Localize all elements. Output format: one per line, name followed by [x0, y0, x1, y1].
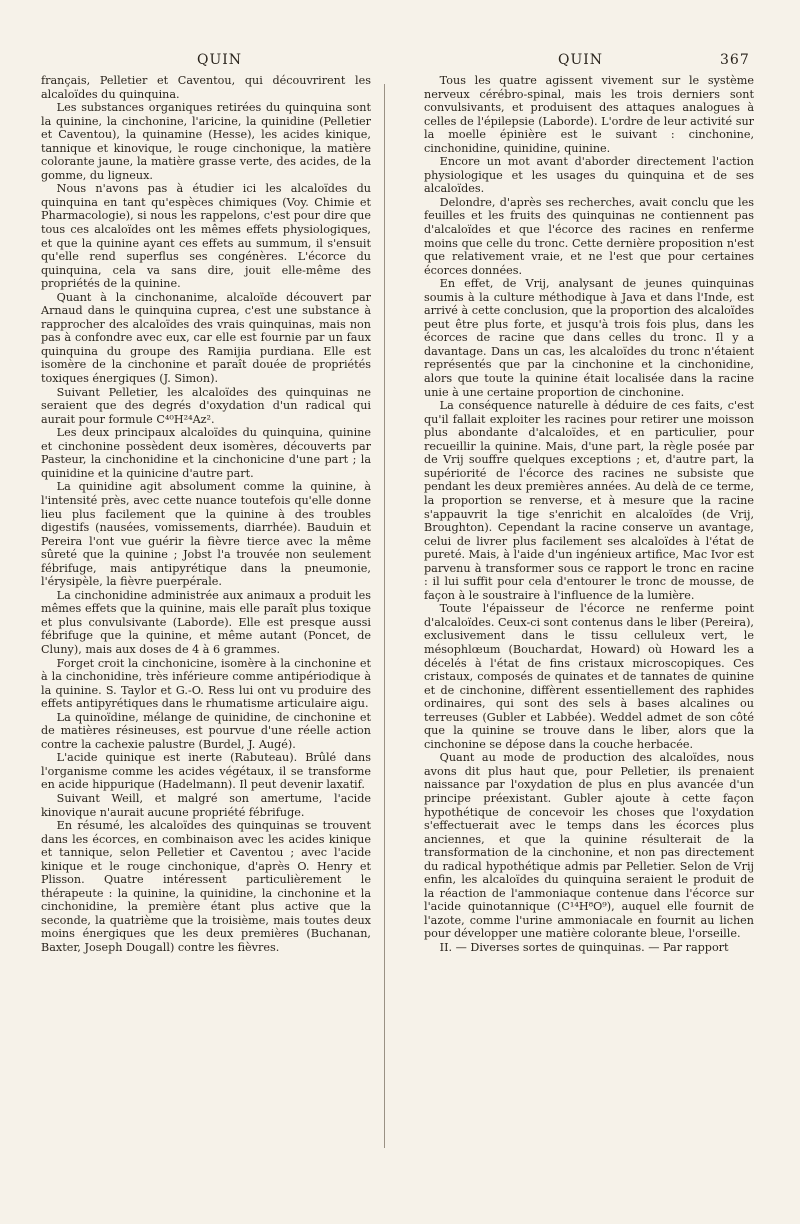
- paragraph: L'acide quinique est inerte (Rabuteau). Brûlé dans l'organisme comme les acides végétaux, il se transforme en acide hippurique (Hadelmann). Il peut devenir laxatif.: [41, 751, 371, 792]
- paragraph: français, Pelletier et Caventou, qui découvrirent les alcaloïdes du quinquina.: [41, 74, 371, 101]
- paragraph: Les substances organiques retirées du quinquina sont la quinine, la cinchonine, l'aricine, la quinidine (Pelletier et Caventou), la quinamine (Hesse), les acides kinique, tannique et kinovique, le rouge cinchonique, la matière colorante jaune, la matière grasse verte, des acides, de la gomme, du ligneux.: [41, 101, 371, 182]
- column-divider: [384, 84, 385, 1148]
- paragraph: En résumé, les alcaloïdes des quinquinas se trouvent dans les écorces, en combinaison avec les acides kinique et tannique, selon Pelletier et Caventou ; avec l'acide kinique et le rouge cinchonique, d'après O. Henry et Plisson. Quatre intéressent particulièrement le thérapeute : la quinine, la quinidine, la cinchonine et la cinchonidine, la première étant plus active que la seconde, la quatrième que la troisième, mais toutes deux moins énergiques que les deux premières (Buchanan, Baxter, Joseph Dougall) contre les fièvres.: [41, 819, 371, 954]
- paragraph: Forget croit la cinchonicine, isomère à la cinchonine et à la cinchonidine, très inférieure comme antipériodique à la quinine. S. Taylor et G.-O. Ress lui ont vu produire des effets antipyrétiques dans le rhumatisme articulaire aigu.: [41, 656, 371, 711]
- paragraph: II. — Diverses sortes de quinquinas. — Par rapport: [439, 941, 729, 954]
- paragraph: La quinidine agit absolument comme la quinine, à l'intensité près, avec cette nuance toutefois qu'elle donne lieu plus facilement que la quinine à des troubles digestifs (nausées, vomissements, diarrhée). Bauduin et Pereira l'ont vue guérir la fièvre tierce avec la même sûreté que la quinine ; Jobst l'a trouvée non seulement fébrifuge, mais antipyrétique dans la pneumonie, l'érysipèle, la fièvre puerpérale.: [41, 480, 371, 589]
- paragraph: La quinoïdine, mélange de quinidine, de cinchonine et de matières résineuses, est pourvue d'une réelle action contre la cachexie palustre (Burdel, J. Augé).: [41, 710, 371, 751]
- paragraph: Quant à la cinchonanime, alcaloïde découvert par Arnaud dans le quinquina cuprea, c'est une substance à rapprocher des alcaloïdes des vrais quinquinas, mais non pas à confondre avec eux, car elle est fournie par un faux quinquina du groupe des Ramijia purdiana. Elle est isomère de la cinchonine et paraît douée de propriétés toxiques énergiques (J. Simon).: [41, 290, 371, 386]
- paragraph: En effet, de Vrij, analysant de jeunes quinquinas soumis à la culture méthodique à Java et dans l'Inde, est arrivé à cette conclusion, que la proportion des alcaloïdes peut être plus forte, et jusqu'à trois fois plus, dans les écorces de racine que dans celles du tronc. Il y a davantage. Dans un cas, les alcaloïdes du tronc n'étaient représentés que par la cinchonine et la cinchonidine, alors que toute la quinine était localisée dans la racine unie à une certaine proportion de cinchonine.: [424, 277, 754, 399]
- paragraph: La cinchonidine administrée aux animaux a produit les mêmes effets que la quinine, mais elle paraît plus toxique et plus convulsivante (Laborde). Elle est presque aussi fébrifuge que la quinine, et même autant (Poncet, de Cluny), mais aux doses de 4 à 6 grammes.: [41, 588, 371, 656]
- paragraph: Quant au mode de production des alcaloïdes, nous avons dit plus haut que, pour Pelletier, ils prenaient naissance par l'oxydation de plus en plus avancée d'un principe préexistant. Gubler ajoute à cette façon hypothétique de concevoir les choses que l'oxydation s'effectuerait avec le temps dans les écorces plus anciennes, et que la quinine résulterait de la transformation de la cinchonine, et non pas directement du radical hypothétique admis par Pelletier. Selon de Vrij enfin, les alcaloïdes du quinquina seraient le produit de la réaction de l'ammoniaque contenue dans l'écorce sur l'acide quinotannique (C¹⁴H⁸O⁹), auquel elle fournit de l'azote, comme l'urine ammoniacale en fournit au lichen pour développer une matière colorante bleue, l'orseille.: [424, 751, 754, 941]
- paragraph: Suivant Weill, et malgré son amertume, l'acide kinovique n'aurait aucune propriété fébrifuge.: [41, 791, 371, 819]
- paragraph: Les deux principaux alcaloïdes du quinquina, quinine et cinchonine possèdent deux isomères, découverts par Pasteur, la cinchonidine et la cinchonicine d'une part ; la quinidine et la quinicine d'autre part.: [41, 426, 371, 480]
- paragraph: Toute l'épaisseur de l'écorce ne renferme point d'alcaloïdes. Ceux-ci sont contenus dans le liber (Pereira), exclusivement dans le tissu celluleux vert, le mésophlœum (Bouchardat, Howard) où Howard les a décelés à l'état de fins cristaux microscopiques. Ces cristaux, composés de quinates et de tannates de quinine et de cinchonine, diffèrent essentiellement des raphides ordinaires, qui sont des sels à bases alcalines ou terreuses (Gubler et Labbée). Weddel admet de son côté que la quinine se trouve dans le liber, alors que la cinchonine se dépose dans la couche herbacée.: [424, 602, 754, 751]
- left-column: [41, 74, 371, 955]
- right-column: [424, 74, 754, 955]
- running-head-right: QUIN: [558, 52, 604, 68]
- paragraph: Nous n'avons pas à étudier ici les alcaloïdes du quinquina en tant qu'espèces chimiques (Voy. Chimie et Pharmacologie), si nous les rappelons, c'est pour dire que tous ces alcaloïdes ont les mêmes effets physiologiques, et que la quinine ayant ces effets au summum, il s'ensuit qu'elle rend superflus ses congénères. L'écorce du quinquina, cela va sans dire, jouit elle-même des propriétés de la quinine.: [41, 182, 371, 291]
- running-head-left: QUIN: [197, 52, 243, 68]
- paragraph: Encore un mot avant d'aborder directement l'action physiologique et les usages du quinquina et de ses alcaloïdes.: [424, 155, 754, 196]
- paragraph: La conséquence naturelle à déduire de ces faits, c'est qu'il fallait exploiter les racines pour retirer une moisson plus abondante d'alcaloïdes, et en particulier, pour recueillir la quinine. Mais, d'une part, la règle posée par de Vrij souffre quelques exceptions ; et, d'autre part, la supériorité de l'écorce des racines ne subsiste que pendant les deux premières années. Au delà de ce terme, la proportion se renverse, et à mesure que la racine s'appauvrit la tige s'enrichit en alcaloïdes (de Vrij, Broughton). Cependant la racine conserve un avantage, celui de livrer plus facilement ses alcaloïdes à l'état de pureté. Mais, à l'aide d'un ingénieux artifice, Mac Ivor est parvenu à transformer sous ce rapport le tronc en racine : il lui suffit pour cela d'entourer le tronc de mousse, de façon à le soustraire à l'influence de la lumière.: [424, 399, 754, 602]
- paragraph: Tous les quatre agissent vivement sur le système nerveux cérébro-spinal, mais les trois derniers sont convulsivants, et produisent des attaques analogues à celles de l'épilepsie (Laborde). L'ordre de leur activité sur la moelle épinière est le suivant : cinchonine, cinchonidine, quinidine, quinine.: [424, 74, 754, 155]
- paragraph: Suivant Pelletier, les alcaloïdes des quinquinas ne seraient que des degrés d'oxydation d'un radical qui aurait pour formule C⁴⁰H²⁴Az².: [41, 385, 371, 426]
- page-number: 367: [720, 52, 750, 68]
- paragraph: Delondre, d'après ses recherches, avait conclu que les feuilles et les fruits des quinquinas ne contiennent pas d'alcaloïdes et que l'écorce des racines en renferme moins que celle du tronc. Cette dernière proposition n'est que relativement vraie, et ne l'est que pour certaines écorces données.: [424, 195, 754, 277]
